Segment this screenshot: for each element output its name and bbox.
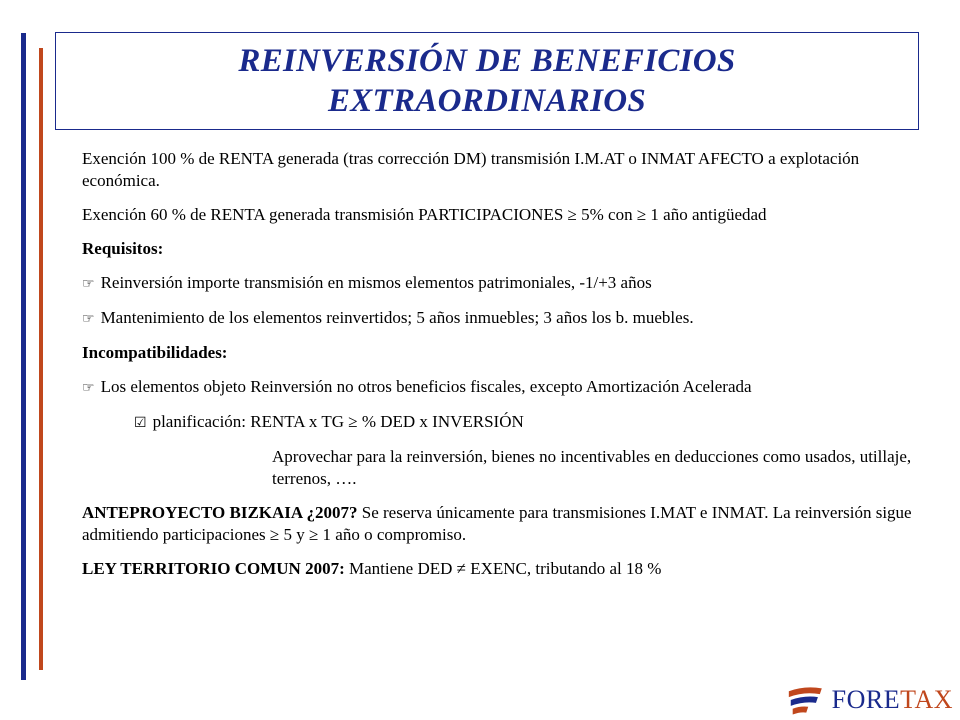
checked-box-icon: ☑ [134,415,147,431]
slide-title-line-2: EXTRAORDINARIOS [327,83,647,119]
anteproyecto-bizkaia-text: Se reserva únicamente para transmisiones I.MAT e INMAT. La reinversión sigue admitiendo participaciones ≥ 5 y ≥ 1 año o compromiso. [82,503,912,544]
slide-content [82,148,927,592]
hand-pointer-icon: ☞ [82,276,95,292]
left-accent-bar-blue [21,33,26,680]
foretax-logo [783,683,953,717]
aprovechar-text: Aprovechar para la reinversión, bienes no incentivables en deducciones como usados, utillaje, terrenos, …. [272,447,912,488]
requisito-2-text: Mantenimiento de los elementos reinvertidos; 5 años inmuebles; 3 años los b. muebles. [100,308,694,327]
planificacion-item [82,411,927,434]
paragraph-exencion-100: Exención 100 % de RENTA generada (tras corrección DM) transmisión I.M.AT o INMAT AFECTO a explotación económica. [82,149,860,190]
anteproyecto-bizkaia-paragraph [82,502,927,546]
incompatibilidad-text: Los elementos objeto Reinversión no otros beneficios fiscales, excepto Amortización Acelerada [100,377,752,396]
title-box [55,32,919,130]
hand-pointer-icon: ☞ [82,380,95,396]
requisito-item-1 [82,272,927,295]
ley-territorio-comun-label: LEY TERRITORIO COMUN 2007: [82,559,345,578]
foretax-logo-text [832,685,953,715]
foretax-logo-icon [783,683,826,717]
slide-title-line-1: REINVERSIÓN DE BENEFICIOS [238,43,736,79]
ley-territorio-comun-text: Mantiene DED ≠ EXENC, tributando al 18 % [344,559,662,578]
anteproyecto-bizkaia-label: ANTEPROYECTO BIZKAIA ¿2007? [82,503,358,522]
ley-territorio-comun-paragraph [82,558,927,580]
incompatibilidades-heading: Incompatibilidades: [82,343,228,362]
hand-pointer-icon: ☞ [82,311,95,327]
requisitos-heading: Requisitos: [82,239,164,258]
paragraph-exencion-60: Exención 60 % de RENTA generada transmisión PARTICIPACIONES ≥ 5% con ≥ 1 año antigüedad [82,205,767,224]
planificacion-text: planificación: RENTA x TG ≥ % DED x INVERSIÓN [152,412,524,431]
requisito-item-2 [82,307,927,330]
logo-tax-text: TAX [900,685,953,714]
left-accent-bar-orange [39,48,43,670]
incompatibilidad-item [82,376,927,399]
requisito-1-text: Reinversión importe transmisión en mismos elementos patrimoniales, -1/+3 años [100,273,652,292]
logo-fore-text: FORE [831,685,901,714]
